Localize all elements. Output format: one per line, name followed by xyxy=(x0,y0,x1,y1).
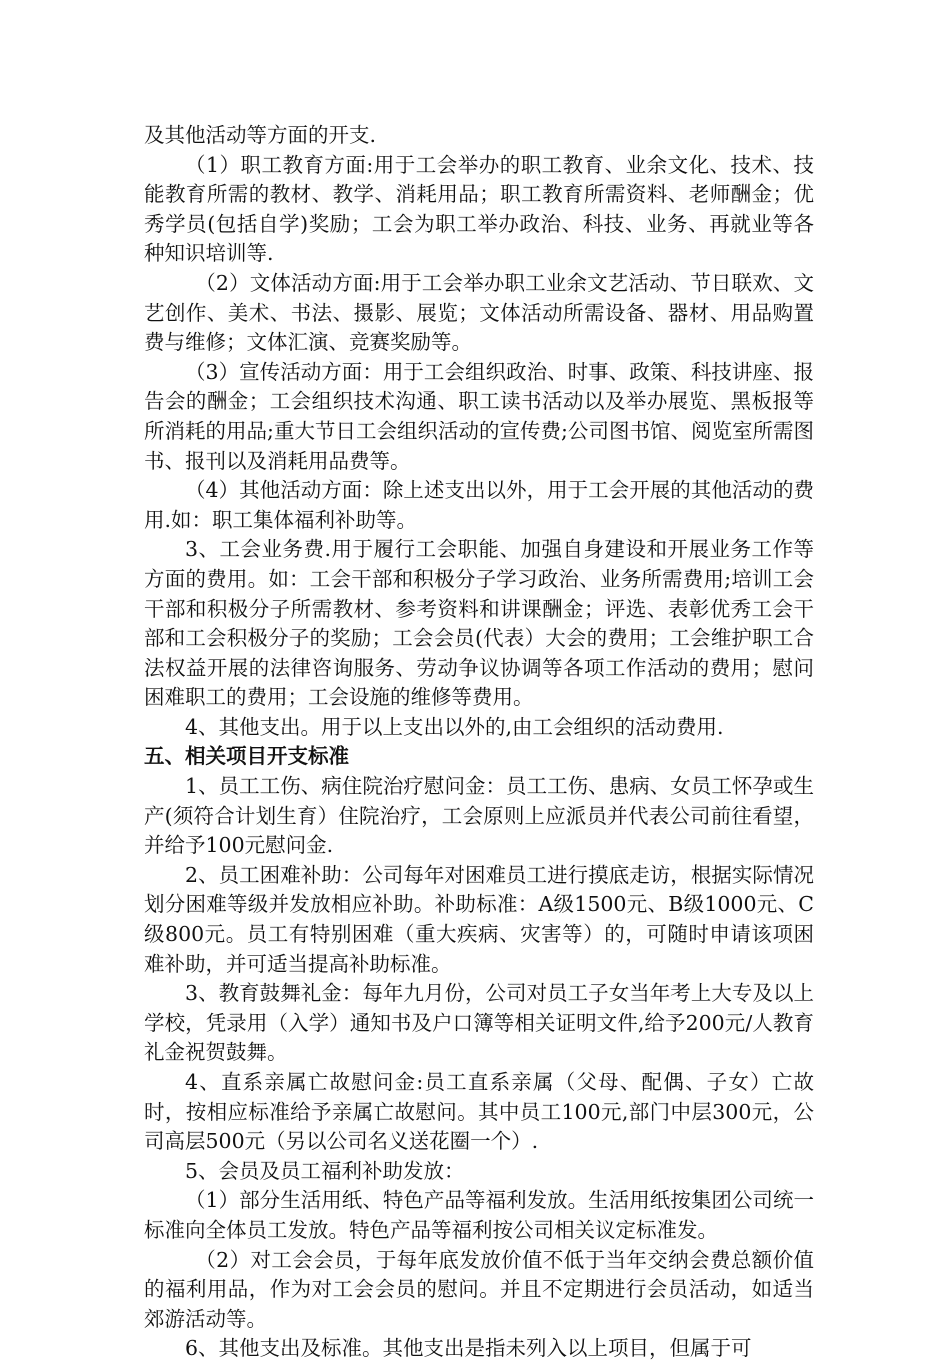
paragraph-education-gift: 3、教育鼓舞礼金：每年九月份，公司对员工子女当年考上大专及以上学校，凭录用（入学）通知书及户口簿等相关证明文件,给予200元/人教育礼金祝贺鼓舞。 xyxy=(144,981,814,1065)
paragraph-other-expenses: 4、其他支出。用于以上支出以外的,由工会组织的活动费用. xyxy=(185,714,724,739)
paragraph-other-activities: （4）其他活动方面：除上述支出以外，用于工会开展的其他活动的费用.如：职工集体福利补助等。 xyxy=(144,478,814,532)
paragraph-bereavement-condolence: 4、直系亲属亡故慰问金:员工直系亲属（父母、配偶、子女）亡故时，按相应标准给予亲属亡故慰问。其中员工100元,部门中层300元，公司高层500元（另以公司名义送花圈一个）. xyxy=(144,1070,814,1154)
paragraph-injury-condolence: 1、员工工伤、病住院治疗慰问金：员工工伤、患病、女员工怀孕或生产(须符合计划生育）住院治疗，工会原则上应派员并代表公司前往看望，并给予100元慰问金. xyxy=(144,774,814,858)
paragraph-other-standards: 6、其他支出及标准。其他支出是指未列入以上项目，但属于可 xyxy=(185,1336,752,1361)
document-body xyxy=(144,121,814,1364)
paragraph-publicity-activities: （3）宣传活动方面：用于工会组织政治、时事、政策、科技讲座、报告会的酬金；工会组织技术沟通、职工读书活动以及举办展览、黑板报等所消耗的用品;重大节日工会组织活动的宣传费;公司图书馆、阅览室所需图书、报刊以及消耗用品费等。 xyxy=(144,359,814,473)
section-heading-standards: 五、相关项目开支标准 xyxy=(144,744,349,769)
paragraph-welfare-items: （1）部分生活用纸、特色产品等福利发放。生活用纸按集团公司统一标准向全体员工发放。特色产品等福利按公司相关议定标准发。 xyxy=(144,1188,814,1242)
paragraph-welfare-distribution: 5、会员及员工福利补助发放： xyxy=(185,1158,465,1183)
paragraph-hardship-subsidy: 2、员工困难补助：公司每年对困难员工进行摸底走访，根据实际情况划分困难等级并发放相应补助。补助标准：A级1500元、B级1000元、C级800元。员工有特别困难（重大疾病、灾害等）的，可随时申请该项困难补助，并可适当提高补助标准。 xyxy=(144,862,814,976)
paragraph-cultural-activities: （2）文体活动方面:用于工会举办职工业余文艺活动、节日联欢、文艺创作、美术、书法、摄影、展览；文体活动所需设备、器材、用品购置费与维修；文体汇演、竞赛奖励等。 xyxy=(144,270,814,355)
paragraph-staff-education: （1）职工教育方面:用于工会举办的职工教育、业余文化、技术、技能教育所需的教材、教学、消耗用品；职工教育所需资料、老师酬金；优秀学员(包括自学)奖励；工会为职工举办政治、科技、业务、再就业等各种知识培训等. xyxy=(144,152,814,266)
paragraph-continuation: 及其他活动等方面的开支. xyxy=(144,123,377,147)
paragraph-member-welfare: （2）对工会会员，于每年底发放价值不低于当年交纳会费总额价值的福利用品，作为对工会会员的慰问。并且不定期进行会员活动，如适当郊游活动等。 xyxy=(144,1247,814,1331)
paragraph-union-business-fee: 3、工会业务费.用于履行工会职能、加强自身建设和开展业务工作等方面的费用。如：工会干部和积极分子学习政治、业务所需费用;培训工会干部和积极分子所需教材、参考资料和讲课酬金；评选、表彰优秀工会干部和工会积极分子的奖励；工会会员(代表）大会的费用；工会维护职工合法权益开展的法律咨询服务、劳动争议协调等各项工作活动的费用；慰问困难职工的费用；工会设施的维修等费用。 xyxy=(144,537,814,710)
